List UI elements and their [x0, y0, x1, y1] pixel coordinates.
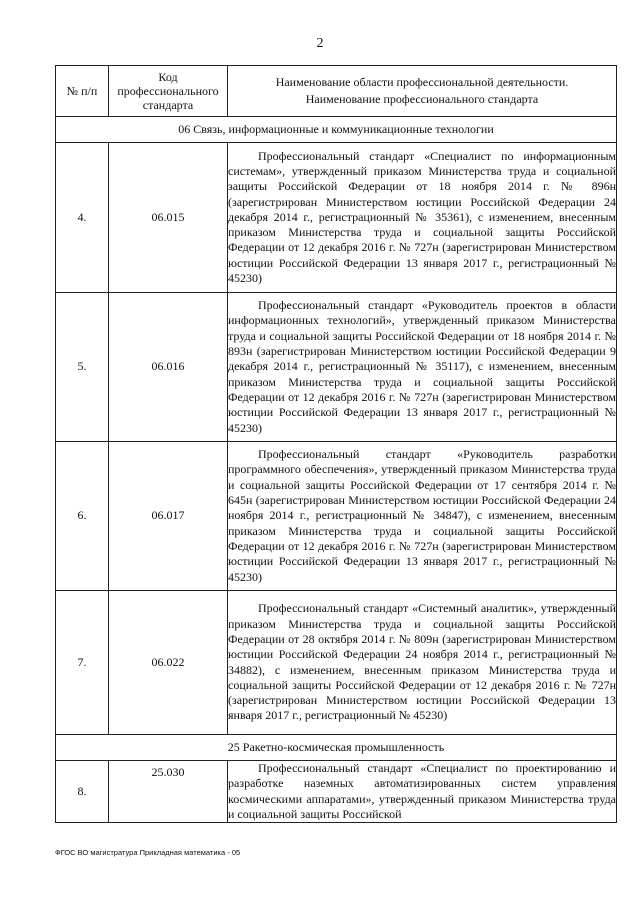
row-number: 4.: [56, 143, 109, 293]
standard-code: 25.030: [109, 761, 228, 823]
header-name-line2: Наименование профессионального стандарта: [305, 92, 539, 106]
row-number: 8.: [56, 761, 109, 823]
header-name: [228, 66, 617, 117]
section-row-25: [56, 735, 617, 761]
standard-description-text: Профессиональный стандарт «Руководитель разработки программного обеспечения», утвержденный приказом Министерства труда и социальной защиты Российской Федерации от 17 сентября 2014 г. № 645н (зарегистрирован Министерством юстиции Российской Федерации 24 ноября 2014 г., регистрационный № 34847), с изменением, внесенным приказом Министерства труда и социальной защиты Российской Федерации от 12 декабря 2016 г. № 727н (зарегистрирован Министерством юстиции Российской Федерации 13 января 2017 г., регистрационный № 45230): [228, 447, 616, 584]
page-number: 2: [316, 36, 324, 51]
header-name-line1: Наименование области профессиональной деятельности.: [275, 75, 569, 89]
table-row: [56, 591, 617, 735]
table-row: [56, 143, 617, 293]
standard-description: [228, 761, 617, 823]
section-title-06: 06 Связь, информационные и коммуникационные технологии: [56, 117, 617, 143]
row-number: 6.: [56, 442, 109, 591]
row-number: 7.: [56, 591, 109, 735]
section-row-06: [56, 117, 617, 143]
row-number: 5.: [56, 293, 109, 442]
header-number: № п/п: [56, 66, 109, 117]
standard-code: 06.017: [109, 442, 228, 591]
table-header-row: [56, 66, 617, 117]
standard-description: [228, 591, 617, 735]
standard-description: [228, 293, 617, 442]
table-row: [56, 442, 617, 591]
professional-standards-table: [55, 65, 617, 823]
standard-description: [228, 143, 617, 293]
table-row: [56, 761, 617, 823]
table-row: [56, 293, 617, 442]
document-footer: ФГОС ВО магистратура Прикладная математика - 05: [55, 848, 241, 857]
standard-description-text: Профессиональный стандарт «Специалист по проектированию и разработке наземных автоматизированных систем управления космическими аппаратами», утвержденный приказом Министерства труда и социальной защиты Российской: [228, 761, 616, 821]
standard-description-text: Профессиональный стандарт «Системный аналитик», утвержденный приказом Министерства труда и социальной защиты Российской Федерации от 28 октября 2014 г. № 809н (зарегистрирован Министерством юстиции Российской Федерации 24 ноября 2014 г., регистрационный № 34882), с изменением, внесенным приказом Министерства труда и социальной защиты Российской Федерации от 12 декабря 2016 г. № 727н (зарегистрирован Министерством юстиции Российской Федерации 13 января 2017 г., регистрационный № 45230): [228, 601, 616, 723]
standard-code: 06.016: [109, 293, 228, 442]
standard-description-text: Профессиональный стандарт «Специалист по информационным системам», утвержденный приказом Министерства труда и социальной защиты Российской Федерации от 18 ноября 2014 г. № 896н (зарегистрирован Министерством юстиции Российской Федерации 24 декабря 2014 г., регистрационный № 35361), с изменением, внесенным приказом Министерства труда и социальной защиты Российской Федерации от 12 декабря 2016 г. № 727н (зарегистрирован Министерством юстиции Российской Федерации 13 января 2017 г., регистрационный № 45230): [228, 148, 616, 286]
standard-code: 06.015: [109, 143, 228, 293]
standard-code: 06.022: [109, 591, 228, 735]
standard-description-text: Профессиональный стандарт «Руководитель проектов в области информационных технологий», утвержденный приказом Министерства труда и социальной защиты Российской Федерации от 18 ноября 2014 г. № 893н (зарегистрирован Министерством юстиции Российской Федерации 9 декабря 2014 г., регистрационный № 35117), с изменением, внесенным приказом Министерства труда и социальной защиты Российской Федерации от 12 декабря 2016 г. № 727н (зарегистрирован Министерством юстиции Российской Федерации 13 января 2017 г., регистрационный № 45230): [228, 298, 616, 435]
section-title-25: 25 Ракетно-космическая промышленность: [56, 735, 617, 761]
header-code: Код профессионального стандарта: [109, 66, 228, 117]
standard-description: [228, 442, 617, 591]
